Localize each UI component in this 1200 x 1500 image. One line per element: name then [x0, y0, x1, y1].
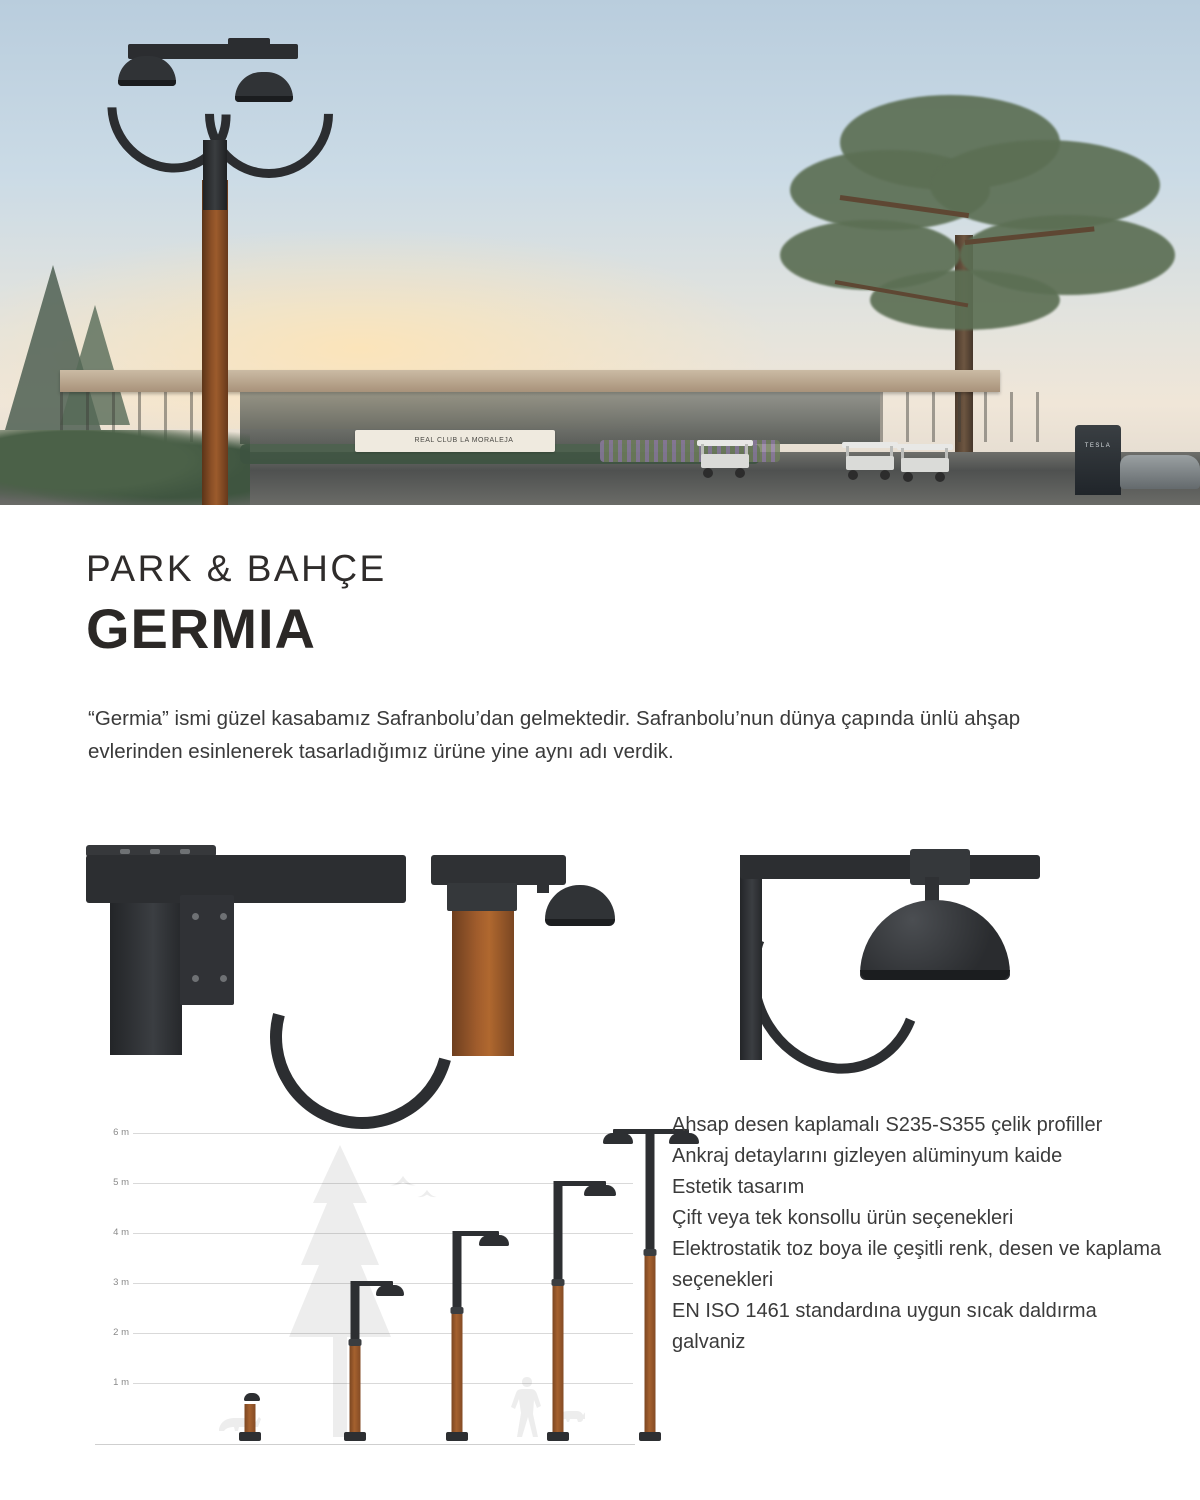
- axis-label-1m: 1 m: [113, 1377, 129, 1388]
- hero-lamp-post: [110, 20, 310, 500]
- post-luminaire-left: [603, 1133, 633, 1144]
- lamp-cap: [228, 38, 270, 47]
- feature-item: Ankraj detaylarını gizleyen alüminyum kaide: [672, 1145, 1063, 1167]
- intro-paragraph: “Germia” ismi güzel kasabamız Safranbolu’dan gelmektedir. Safranbolu’nun dünya çapında ünlü ahşap evlerinden esinlenerek tasarladığımız ürüne yine aynı adı verdik.: [88, 707, 1021, 763]
- pine-canopy: [870, 270, 1060, 330]
- cart-wheel: [848, 470, 858, 480]
- post-wood-section: [553, 1286, 564, 1432]
- post-joint: [349, 1339, 362, 1346]
- lamp-lens-right: [235, 96, 293, 102]
- cart-body: [701, 454, 749, 468]
- bird-silhouette: [390, 1175, 416, 1189]
- axis-label-5m: 5 m: [113, 1177, 129, 1188]
- post-base: [547, 1432, 569, 1441]
- column-collar: [447, 883, 517, 911]
- detail-bracket-closeup: [80, 855, 410, 1055]
- axis-label-2m: 2 m: [113, 1327, 129, 1338]
- post-steel-section: [453, 1231, 462, 1307]
- cart-wheel: [903, 472, 913, 482]
- axis-label-6m: 6 m: [113, 1127, 129, 1138]
- ev-charger-label: TESLA: [1084, 443, 1112, 449]
- bolt-icon: [120, 849, 130, 854]
- bolt-icon: [220, 975, 227, 982]
- arm-post: [740, 855, 762, 1060]
- detail-luminaire-arm: [720, 845, 1060, 1060]
- post-wood-section: [245, 1404, 256, 1432]
- luminaire-rim: [860, 970, 1010, 980]
- pole-5m: [518, 1181, 598, 1441]
- bracket-arm: [86, 855, 406, 903]
- building-facade: [240, 392, 880, 444]
- post-steel-section: [554, 1181, 563, 1279]
- detail-images: [80, 845, 1120, 1060]
- luminaire-stem: [537, 871, 549, 893]
- building-pillars-right: [880, 392, 1060, 442]
- post-joint: [451, 1307, 464, 1314]
- pole-4m: [417, 1231, 497, 1441]
- height-scale-chart: [95, 1115, 635, 1445]
- bracket-plate: [180, 895, 234, 1005]
- post-wood-section: [350, 1346, 361, 1432]
- feature-item: EN ISO 1461 standardına uygun sıcak daldırma galvaniz: [672, 1300, 1097, 1353]
- post-wood-section: [452, 1314, 463, 1432]
- hero-image: [0, 0, 1200, 505]
- golf-cart: [695, 440, 755, 478]
- axis-label-3m: 3 m: [113, 1277, 129, 1288]
- ev-charger: [1075, 425, 1121, 495]
- pole-3m: [320, 1281, 390, 1441]
- bollard-0-9m: [235, 1393, 265, 1441]
- lamp-steel-mast: [203, 140, 227, 210]
- chart-baseline: [95, 1444, 635, 1446]
- post-joint: [644, 1249, 657, 1256]
- bolt-icon: [192, 975, 199, 982]
- parked-car: [1120, 455, 1200, 489]
- cart-body: [901, 458, 949, 472]
- golf-cart: [895, 444, 955, 482]
- feature-list: [672, 1110, 1172, 1358]
- cart-wheel: [735, 468, 745, 478]
- bolt-icon: [192, 913, 199, 920]
- luminaire-rim: [545, 919, 615, 926]
- post-steel-section: [351, 1281, 360, 1339]
- wood-finish-column: [452, 911, 514, 1056]
- post-base: [344, 1432, 366, 1441]
- feature-item: Estetik tasarım: [672, 1176, 805, 1198]
- cart-wheel: [703, 468, 713, 478]
- cart-wheel: [935, 472, 945, 482]
- bollard-head: [244, 1393, 260, 1401]
- post-wood-section: [645, 1256, 656, 1432]
- golf-cart: [840, 442, 900, 480]
- arm-joint: [910, 849, 970, 885]
- bracket-column: [110, 903, 182, 1055]
- luminaire-dome: [545, 885, 615, 923]
- axis-label-4m: 4 m: [113, 1227, 129, 1238]
- feature-item: Ahsap desen kaplamalı S235-S355 çelik profiller: [672, 1114, 1103, 1136]
- feature-item: Çift veya tek konsollu ürün seçenekleri: [672, 1207, 1014, 1229]
- cart-body: [846, 456, 894, 470]
- page-title: [86, 548, 786, 661]
- post-base: [239, 1432, 261, 1441]
- lamp-wood-column: [202, 180, 228, 505]
- title-kicker: PARK & BAHÇE: [86, 548, 387, 589]
- post-joint: [552, 1279, 565, 1286]
- bolt-icon: [220, 913, 227, 920]
- post-luminaire: [479, 1235, 509, 1246]
- post-base: [446, 1432, 468, 1441]
- club-signboard: [355, 430, 555, 452]
- arm-beam: [740, 855, 1040, 879]
- detail-wood-column-head: [425, 855, 675, 1055]
- post-luminaire: [376, 1285, 404, 1296]
- post-base: [639, 1432, 661, 1441]
- post-steel-section: [646, 1129, 655, 1249]
- club-sign-text: REAL CLUB LA MORALEJA: [414, 437, 514, 444]
- gridline-6m: [133, 1133, 633, 1134]
- product-name: GERMIA: [86, 597, 316, 660]
- feature-item: Elektrostatik toz boya ile çeşitli renk, desen ve kaplama seçenekleri: [672, 1238, 1162, 1291]
- bolt-icon: [180, 849, 190, 854]
- lamp-lens-left: [118, 80, 176, 86]
- bolt-icon: [150, 849, 160, 854]
- cart-wheel: [880, 470, 890, 480]
- bird-silhouette: [417, 1189, 437, 1200]
